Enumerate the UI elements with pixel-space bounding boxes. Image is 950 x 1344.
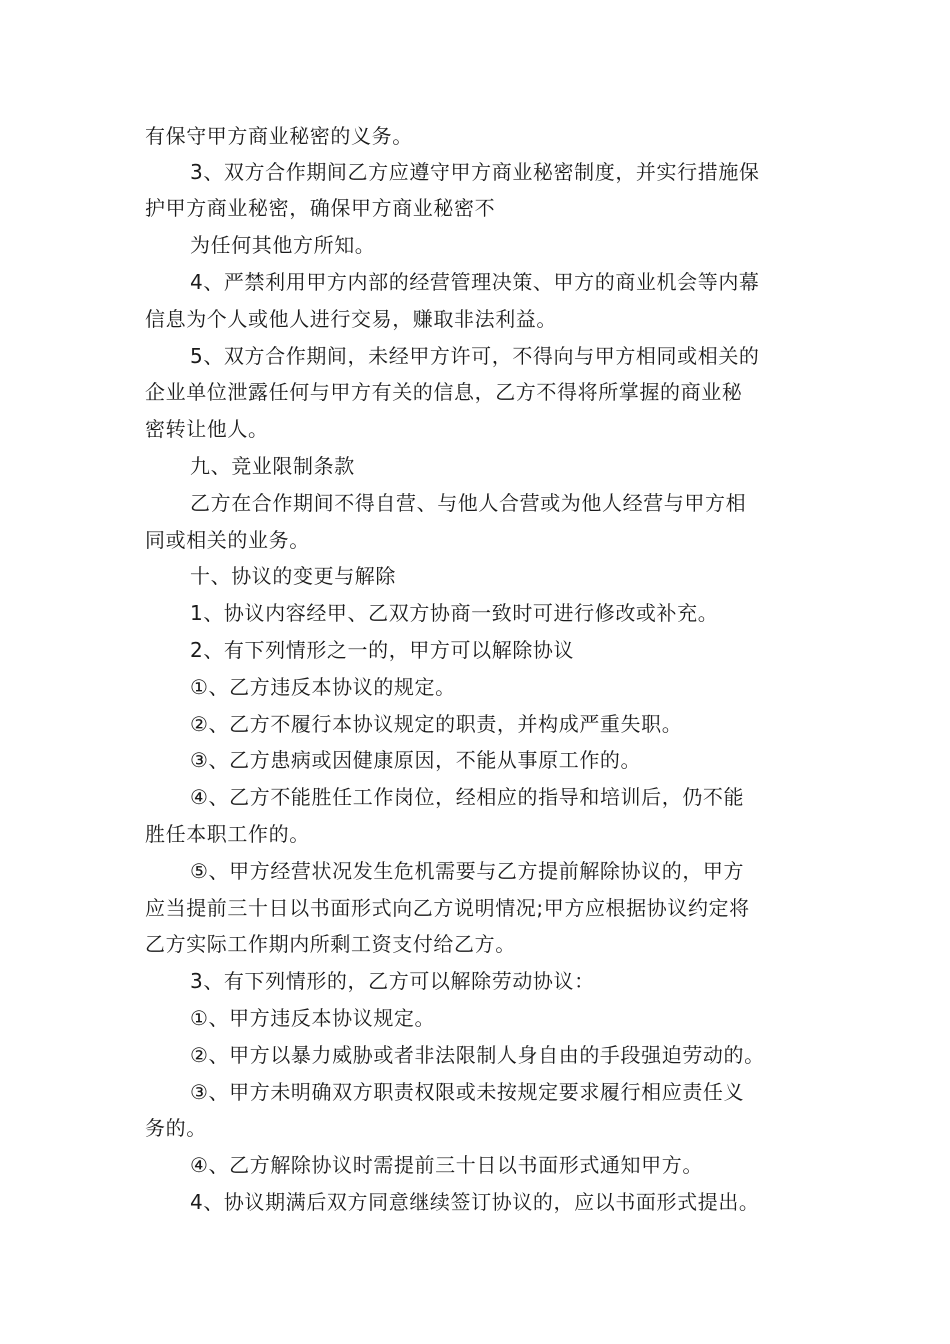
text-line: ①、甲方违反本协议规定。	[190, 1006, 436, 1030]
text-line: 3、有下列情形的，乙方可以解除劳动协议：	[190, 969, 595, 993]
text-line: 应当提前三十日以书面形式向乙方说明情况;甲方应根据协议约定将	[145, 896, 750, 920]
text-line: 5、双方合作期间，未经甲方许可，不得向与甲方相同或相关的	[190, 344, 760, 368]
text-line: 为任何其他方所知。	[190, 233, 376, 257]
text-line: 有保守甲方商业秘密的义务。	[145, 124, 413, 148]
text-line: 2、有下列情形之一的，甲方可以解除协议	[190, 638, 575, 662]
text-line: ②、甲方以暴力威胁或者非法限制人身自由的手段强迫劳动的。	[190, 1043, 765, 1067]
section-heading: 十、协议的变更与解除	[190, 564, 396, 588]
text-line: 护甲方商业秘密，确保甲方商业秘密不	[145, 196, 496, 220]
text-line: 4、协议期满后双方同意继续签订协议的，应以书面形式提出。	[190, 1190, 760, 1214]
text-line: ⑤、甲方经营状况发生危机需要与乙方提前解除协议的，甲方	[190, 859, 745, 883]
text-line: ③、甲方未明确双方职责权限或未按规定要求履行相应责任义	[190, 1080, 745, 1104]
text-line: 胜任本职工作的。	[145, 822, 310, 846]
text-line: ①、乙方违反本协议的规定。	[190, 675, 456, 699]
text-line: 密转让他人。	[145, 417, 269, 441]
text-line: 信息为个人或他人进行交易，赚取非法利益。	[145, 307, 557, 331]
text-line: 3、双方合作期间乙方应遵守甲方商业秘密制度，并实行措施保	[190, 160, 760, 184]
text-line: ④、乙方不能胜任工作岗位，经相应的指导和培训后，仍不能	[190, 785, 745, 809]
text-line: ④、乙方解除协议时需提前三十日以书面形式通知甲方。	[190, 1153, 703, 1177]
text-line: 同或相关的业务。	[145, 528, 310, 552]
text-line: ③、乙方患病或因健康原因，不能从事原工作的。	[190, 748, 642, 772]
text-line: ②、乙方不履行本协议规定的职责，并构成严重失职。	[190, 712, 683, 736]
text-line: 乙方实际工作期内所剩工资支付给乙方。	[145, 932, 516, 956]
text-line: 4、严禁利用甲方内部的经营管理决策、甲方的商业机会等内幕	[190, 270, 760, 294]
section-heading: 九、竞业限制条款	[190, 454, 355, 478]
text-line: 乙方在合作期间不得自营、与他人合营或为他人经营与甲方相	[190, 491, 747, 515]
text-line: 企业单位泄露任何与甲方有关的信息，乙方不得将所掌握的商业秘	[145, 380, 743, 404]
text-line: 务的。	[145, 1116, 207, 1140]
text-line: 1、协议内容经甲、乙双方协商一致时可进行修改或补充。	[190, 601, 719, 625]
